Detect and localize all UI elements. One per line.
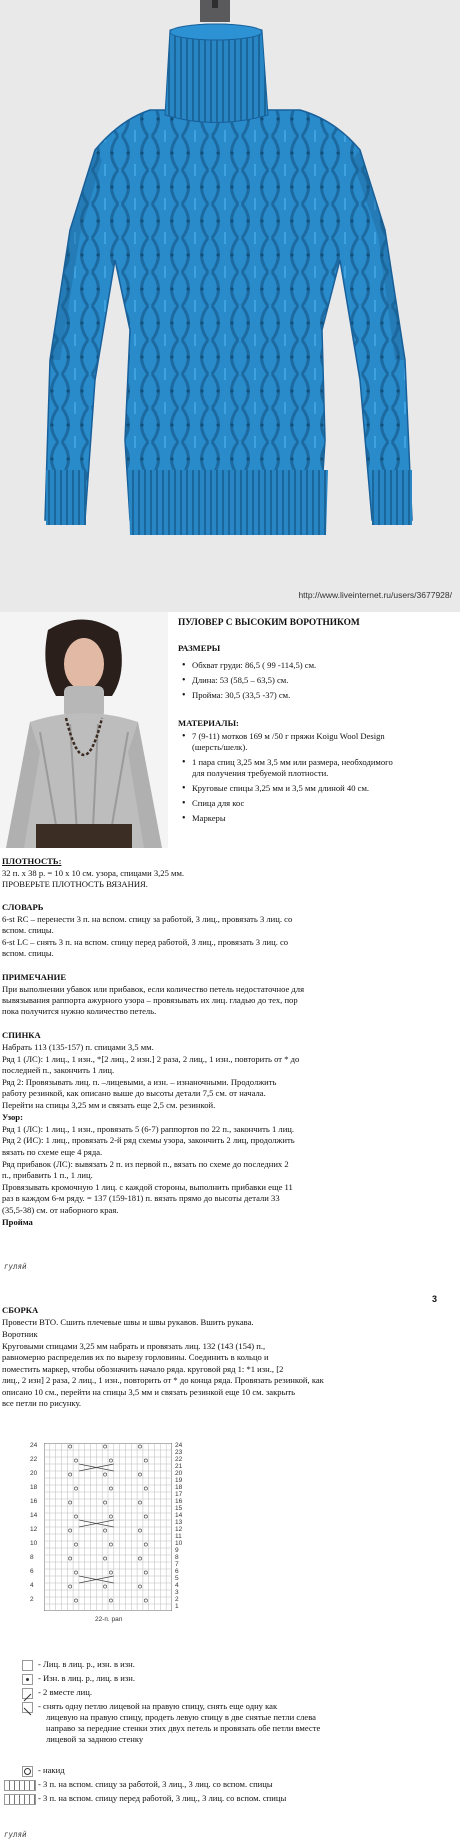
- chart-row-number: 8: [175, 1554, 179, 1561]
- cable-right-symbol: [4, 1780, 36, 1791]
- sweater-photo: [0, 0, 460, 612]
- assembly-line: все петли по рисунку.: [2, 1398, 82, 1408]
- chart-row-number: 24: [175, 1442, 183, 1449]
- chart-row-number: 15: [175, 1505, 183, 1512]
- chart-row-number: 23: [175, 1449, 183, 1456]
- chart-row-number: 17: [175, 1491, 183, 1498]
- knit-symbol: [22, 1660, 33, 1671]
- back-line: Ряд 1 (ЛС): 1 лиц., 1 изн., *[2 лиц., 2 изн.] 2 раза, 2 лиц., 1 изн., повторить от * до: [2, 1054, 300, 1064]
- material-item: • 7 (9-11) мотков 169 м /50 г пряжи Koigu Wool Design (шерсть/шелк).: [192, 731, 402, 753]
- dict-line: 6-st RC – перенести 3 п. на вспом. спицу за работой, 3 лиц., провязать 3 лиц. со: [2, 914, 293, 924]
- chart-row-number: 12: [175, 1526, 183, 1533]
- legend-item-cont: лицевую на правую спицу, продеть левую спицу в две снятые петли слева: [46, 1712, 316, 1722]
- chart-row-number: 4: [175, 1582, 179, 1589]
- chart-row-number: 9: [175, 1547, 179, 1554]
- chart-row-number: 22: [30, 1456, 38, 1463]
- back-line: Провязывать кромочную 1 лиц. с каждой стороны, выполнить прибавки еще 11: [2, 1182, 293, 1192]
- chart-row-number: 10: [175, 1540, 183, 1547]
- sizes-list: [180, 660, 460, 705]
- assembly-line: Провести ВТО. Сшить плечевые швы и швы рукавов. Вшить рукава.: [2, 1317, 254, 1327]
- back-line: (35,5-38) см. от наборного края.: [2, 1205, 119, 1215]
- material-item: • Спица для кос: [192, 798, 402, 809]
- collar-subheading: Воротник: [2, 1329, 38, 1339]
- back-heading: СПИНКА: [2, 1030, 41, 1040]
- legend-item: - 3 п. на вспом. спицу перед работой, 3 лиц., 3 лиц. со вспом. спицы: [38, 1793, 287, 1803]
- chart-row-number: 1: [175, 1603, 179, 1610]
- chart-row-number: 13: [175, 1519, 183, 1526]
- legend-item: - Лиц. в лиц. р., изн. в изн.: [38, 1659, 135, 1669]
- page-number: 3: [432, 1294, 438, 1304]
- back-line: Ряд 2: Провязывать лиц. п. –лицевыми, а изн. – изнаночными. Продолжить: [2, 1077, 277, 1087]
- chart-row-number: 10: [30, 1540, 38, 1547]
- handwritten-note: гуляй: [4, 1262, 27, 1271]
- assembly-line: равномерно распределив их по вырезу горловины. Соединить в кольцо и: [2, 1352, 269, 1362]
- ssk-symbol: [22, 1702, 33, 1713]
- chart-row-number: 8: [30, 1554, 34, 1561]
- size-item: • Длина: 53 (58,5 – 63,5) см.: [192, 675, 460, 686]
- chart-row-number: 14: [175, 1512, 183, 1519]
- gauge-heading: ПЛОТНОСТЬ:: [2, 856, 62, 866]
- back-line: Ряд прибавок (ЛС): вывязать 2 п. из первой п., вязать по схеме до последних 2: [2, 1159, 289, 1169]
- chart-row-number: 20: [175, 1470, 183, 1477]
- purl-symbol: [22, 1674, 33, 1685]
- materials-heading: МАТЕРИАЛЫ:: [178, 718, 239, 728]
- chart-row-number: 6: [175, 1568, 179, 1575]
- chart-row-number: 16: [30, 1498, 38, 1505]
- legend-item: - снять одну петлю лицевой на правую спицу, снять еще одну как: [38, 1701, 278, 1711]
- material-item: • Маркеры: [192, 813, 402, 824]
- legend-item-cont: лицевой за заднюю стенку: [46, 1734, 144, 1744]
- back-line: Ряд 2 (ИС): 1 лиц., провязать 2-й ряд схемы узора, закончить 2 лиц, продолжить: [2, 1135, 295, 1145]
- chart-row-number: 2: [175, 1596, 179, 1603]
- dict-line: вспом. спицы.: [2, 948, 54, 958]
- assembly-line: описано 10 см., перейти на спицы 3,5 мм и связать резинкой еще 10 см. закрыть: [2, 1387, 296, 1397]
- size-item: • Пройма: 30,5 (33,5 -37) см.: [192, 690, 460, 701]
- dict-line: 6-st LC – снять 3 п. на вспом. спицу перед работой, 3 лиц., провязать 3 лиц. со: [2, 937, 289, 947]
- note-line: При выполнении убавок или прибавок, если количество петель недостаточное для: [2, 984, 305, 994]
- dict-line: вспом. спицы.: [2, 925, 54, 935]
- back-line: Набрать 113 (135-157) п. спицами 3,5 мм.: [2, 1042, 154, 1052]
- pattern-title: ПУЛОВЕР С ВЫСОКИМ ВОРОТНИКОМ: [178, 618, 360, 628]
- chart-row-number: 24: [30, 1442, 38, 1449]
- assembly-line: поместить маркер, чтобы обозначить начало ряда. круговой ряд 1: *1 изн., [2: [2, 1364, 284, 1374]
- pattern-subheading: Узор:: [2, 1112, 23, 1122]
- k2tog-symbol: [22, 1688, 33, 1699]
- knitting-chart: [44, 1443, 172, 1611]
- chart-row-number: 16: [175, 1498, 183, 1505]
- gauge-line: ПРОВЕРЬТЕ ПЛОТНОСТЬ ВЯЗАНИЯ.: [2, 879, 148, 889]
- back-line: п., прибавить 1 п., 1 лиц.: [2, 1170, 93, 1180]
- materials-list: [180, 731, 402, 828]
- assembly-heading: СБОРКА: [2, 1305, 39, 1315]
- sizes-heading: РАЗМЕРЫ: [178, 643, 221, 653]
- note-line: вывязывания раппорта ажурного узора – провязывать их лиц. гладью до тех, пор: [2, 995, 298, 1005]
- back-line: вязать по схеме еще 4 ряда.: [2, 1147, 103, 1157]
- note-heading: ПРИМЕЧАНИЕ: [2, 972, 67, 982]
- chart-row-number: 18: [175, 1484, 183, 1491]
- cable-left-symbol: [4, 1794, 36, 1805]
- repeat-label: 22-п. рап: [95, 1616, 123, 1623]
- yarn-over-symbol: [22, 1766, 33, 1777]
- chart-row-number: 18: [30, 1484, 38, 1491]
- chart-row-number: 21: [175, 1463, 183, 1470]
- legend-item-cont: направо за передние стенки этих двух петель и провязать обе петли вместе: [46, 1723, 321, 1733]
- assembly-line: Круговыми спицами 3,25 мм набрать и провязать лиц. 132 (143 (154) п.,: [2, 1341, 266, 1351]
- legend-item: - накид: [38, 1765, 65, 1775]
- chart-row-number: 20: [30, 1470, 38, 1477]
- legend-item: - 2 вместе лиц.: [38, 1687, 93, 1697]
- chart-row-number: 5: [175, 1575, 179, 1582]
- legend-item: - 3 п. на вспом. спицу за работой, 3 лиц., 3 лиц. со вспом. спицы: [38, 1779, 273, 1789]
- assembly-line: лиц., 2 изн] 2 раза, 2 лиц., 1 изн., повторить от * до конца ряда. Провязать резинкой, как: [2, 1375, 324, 1385]
- model-photo: [0, 612, 168, 848]
- armhole-heading: Пройма: [2, 1217, 33, 1227]
- gauge-line: 32 п. х 38 р. = 10 х 10 см. узора, спицами 3,25 мм.: [2, 868, 185, 878]
- chart-row-number: 12: [30, 1526, 38, 1533]
- back-line: Ряд 1 (ЛС): 1 лиц., 1 изн., провязать 5 (6-7) раппортов по 22 п., закончить 1 лиц.: [2, 1124, 295, 1134]
- material-item: • Круговые спицы 3,25 мм и 3,5 мм длиной 40 см.: [192, 783, 402, 794]
- chart-row-number: 6: [30, 1568, 34, 1575]
- legend-item: - Изн. в лиц. р., лиц. в изн.: [38, 1673, 135, 1683]
- back-line: раз в каждом 6-м ряду. = 137 (159-181) п. вязать прямо до высоты детали 33: [2, 1193, 280, 1203]
- dict-heading: СЛОВАРЬ: [2, 902, 44, 912]
- back-line: Перейти на спицы 3,25 мм и связать еще 2,5 см. резинкой.: [2, 1100, 216, 1110]
- chart-row-number: 7: [175, 1561, 179, 1568]
- sweater-illustration: [0, 0, 460, 612]
- size-item: • Обхват груди: 86,5 ( 99 -114,5) см.: [192, 660, 460, 671]
- chart-row-number: 3: [175, 1589, 179, 1596]
- chart-row-number: 4: [30, 1582, 34, 1589]
- back-line: работу резинкой, как описано выше до высоты детали 7,5 см. от начала.: [2, 1088, 266, 1098]
- note-line: пока получится нужно количество петель.: [2, 1006, 157, 1016]
- handwritten-note-bottom: гуляй: [4, 1830, 27, 1839]
- chart-row-number: 2: [30, 1596, 34, 1603]
- chart-row-number: 22: [175, 1456, 183, 1463]
- model-illustration: [0, 612, 168, 848]
- material-item: • 1 пара спиц 3,25 мм 3,5 мм или размера, необходимого для получения требуемой плотности.: [192, 757, 402, 779]
- chart-row-number: 11: [175, 1533, 182, 1540]
- chart-grid: [44, 1443, 172, 1611]
- watermark-url: http://www.liveinternet.ru/users/3677928/: [298, 590, 452, 600]
- back-line: последней п., закончить 1 лиц.: [2, 1065, 115, 1075]
- chart-row-number: 14: [30, 1512, 38, 1519]
- chart-row-number: 19: [175, 1477, 183, 1484]
